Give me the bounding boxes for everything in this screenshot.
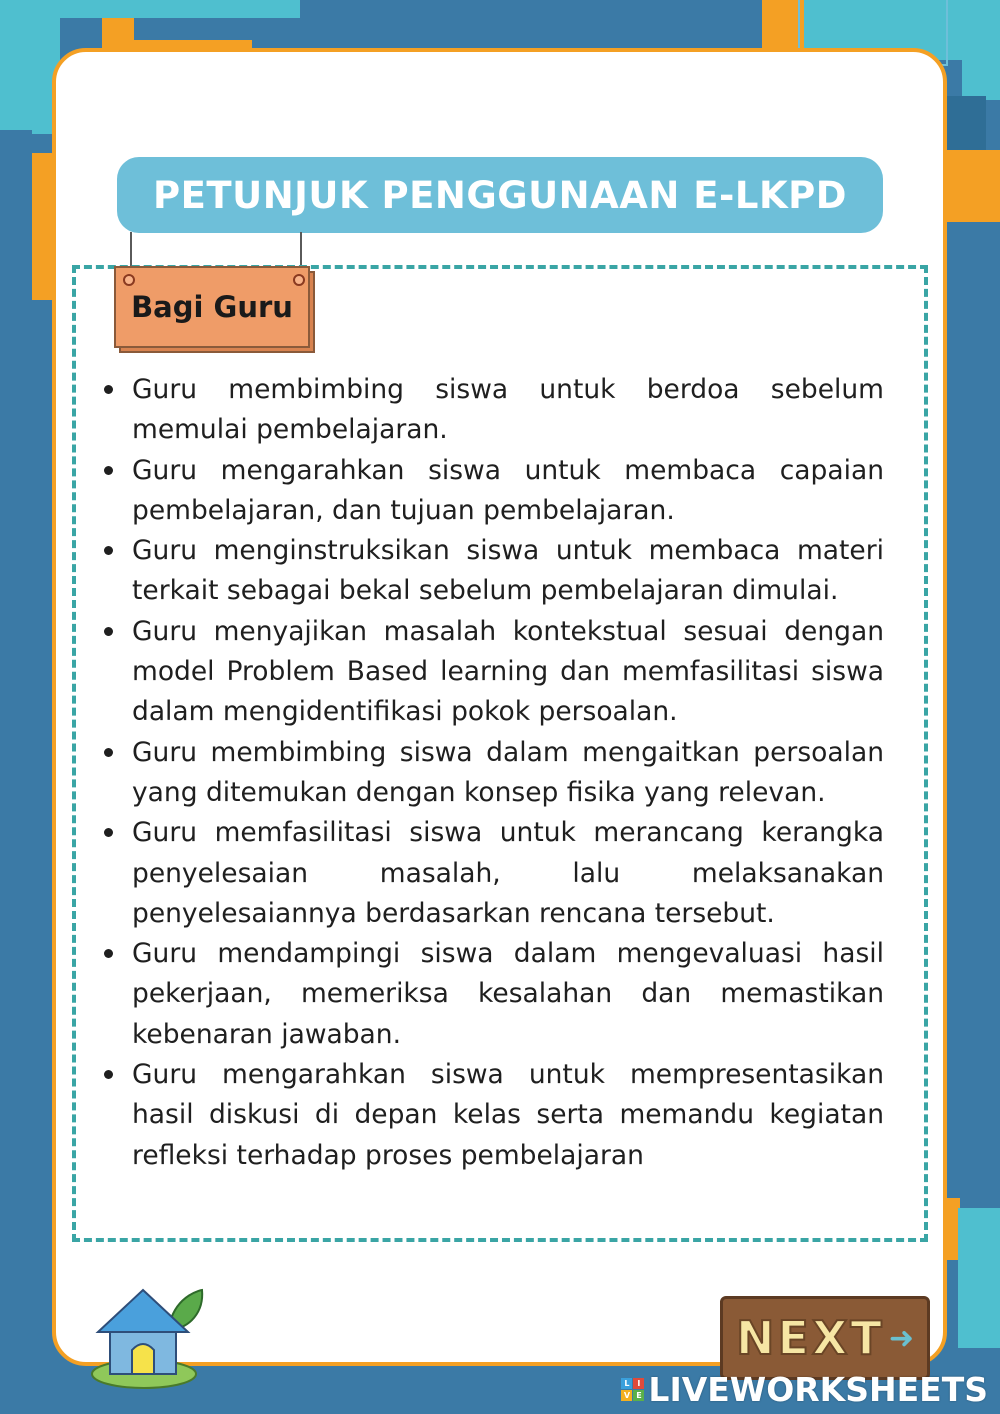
list-item: Guru menyajikan masalah kontekstual sesuai dengan model Problem Based learning dan memfasilitasi siswa dalam mengidentifikasi pokok persoalan. [100,612,884,733]
list-item: Guru membimbing siswa dalam mengaitkan persoalan yang ditemukan dengan konsep fisika yang relevan. [100,733,884,814]
list-item: Guru membimbing siswa untuk berdoa sebelum memulai pembelajaran. [100,370,884,451]
list-item: Guru mengarahkan siswa untuk mempresentasikan hasil diskusi di depan kelas serta memandu kegiatan refleksi terhadap proses pembelajaran [100,1055,884,1176]
section-sign [114,266,310,348]
decor-block-orange-right [946,150,1000,222]
sign-pin-left [123,274,135,286]
next-button[interactable] [720,1296,930,1380]
decor-block-teal-right-low [958,1208,1000,1348]
decor-block-teal-right-1 [962,0,1000,100]
liveworksheets-logo-icon: L I V E [621,1378,644,1401]
list-item: Guru mendampingi siswa dalam mengevaluasi hasil pekerjaan, memeriksa kesalahan dan memastikan kebenaran jawaban. [100,934,884,1055]
watermark-text: LIVEWORKSHEETS [648,1370,988,1409]
sign-pin-right [293,274,305,286]
home-icon[interactable] [82,1282,212,1392]
list-item: Guru menginstruksikan siswa untuk membaca materi terkait sebagai bekal sebelum pembelajaran dimulai. [100,531,884,612]
instruction-list [100,370,884,1176]
next-button-label: NEXT [736,1311,885,1365]
list-item: Guru mengarahkan siswa untuk membaca capaian pembelajaran, dan tujuan pembelajaran. [100,451,884,532]
page-title: PETUNJUK PENGGUNAAN E-LKPD [117,157,883,233]
section-label: Bagi Guru [131,290,293,324]
watermark [621,1370,988,1409]
list-item: Guru memfasilitasi siswa untuk merancang kerangka penyelesaian masalah, lalu melaksanakan penyelesaiannya berdasarkan rencana tersebut. [100,813,884,934]
arrow-right-icon: ➜ [888,1320,914,1356]
